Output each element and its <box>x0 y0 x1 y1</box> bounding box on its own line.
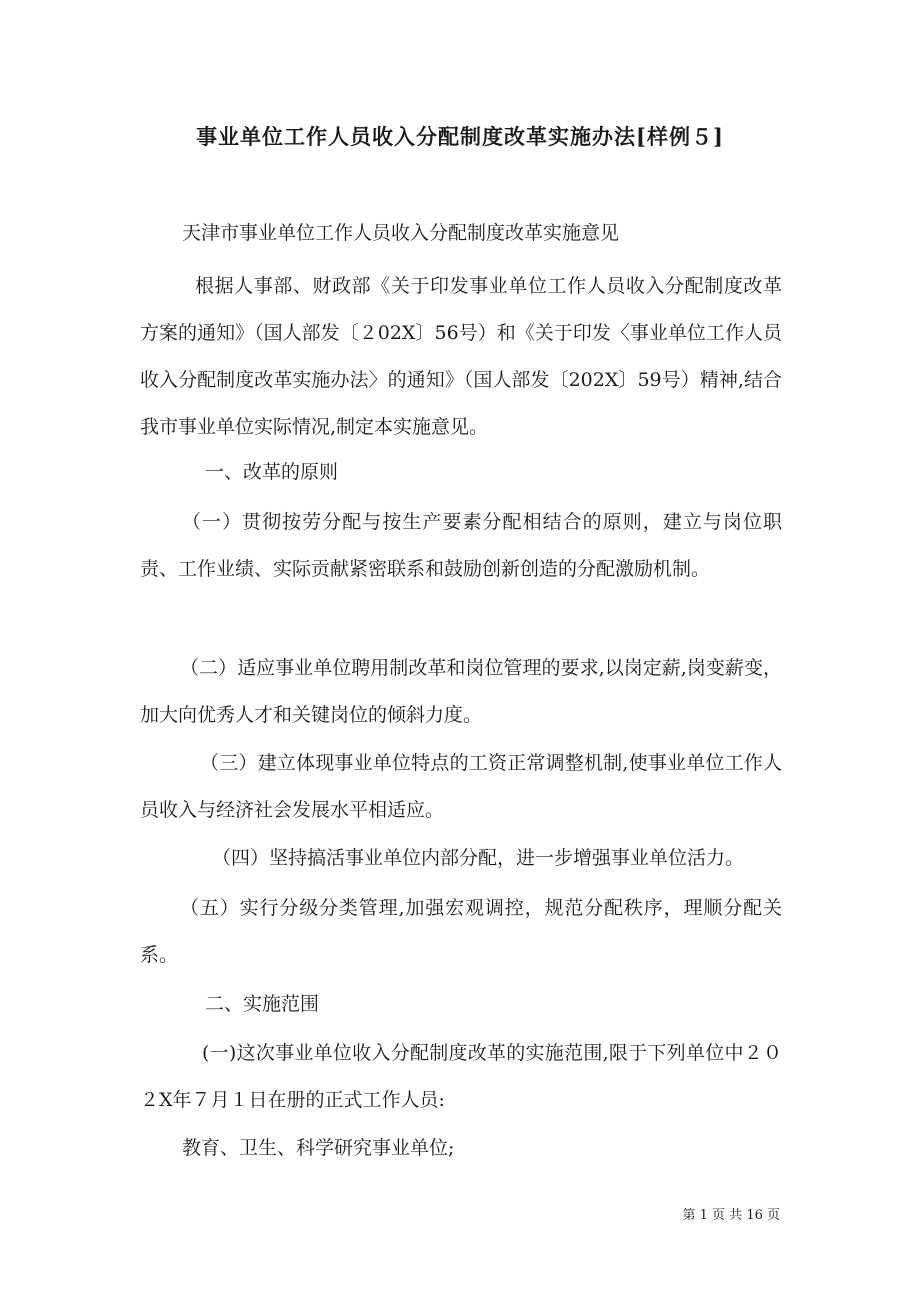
section-heading-principles: 一、改革的原则 <box>205 461 339 483</box>
page-number: 第 1 页 共 16 页 <box>682 1208 780 1223</box>
principle-item-5: （五）实行分级分类管理,加强宏观调控，规范分配秩序，理顺分配关系。 <box>140 897 782 966</box>
principle-item-1: （一）贯彻按劳分配与按生产要素分配相结合的原则，建立与岗位职责、工作业绩、实际贡献紧密联系和鼓励创新创造的分配激励机制。 <box>140 511 782 580</box>
document-subtitle: 天津市事业单位工作人员收入分配制度改革实施意见 <box>182 222 620 244</box>
principle-item-2: （二）适应事业单位聘用制改革和岗位管理的要求,以岗定薪,岗变薪变，加大向优秀人才和关键岗位的倾斜力度。 <box>140 657 782 726</box>
scope-list-item: 教育、卫生、科学研究事业单位; <box>182 1137 455 1159</box>
principle-item-3: （三）建立体现事业单位特点的工资正常调整机制,使事业单位工作人员收入与经济社会发展水平相适应。 <box>140 752 782 821</box>
principle-item-4: （四）坚持搞活事业单位内部分配，进一步增强事业单位活力。 <box>212 847 745 869</box>
document-title: 事业单位工作人员收入分配制度改革实施办法[样例５] <box>196 124 724 149</box>
scope-item-1: (一)这次事业单位收入分配制度改革的实施范围,限于下列单位中２０２X年７月１日在册的正式工作人员: <box>140 1042 782 1111</box>
intro-paragraph: 根据人事部、财政部《关于印发事业单位工作人员收入分配制度改革方案的通知》（国人部发〔２02X〕56号）和《关于印发〈事业单位工作人员收入分配制度改革实施办法〉的通知》（国人部发〔202X〕59号）精神,结合我市事业单位实际情况,制定本实施意见。 <box>140 275 782 438</box>
section-heading-scope: 二、实施范围 <box>205 993 320 1015</box>
